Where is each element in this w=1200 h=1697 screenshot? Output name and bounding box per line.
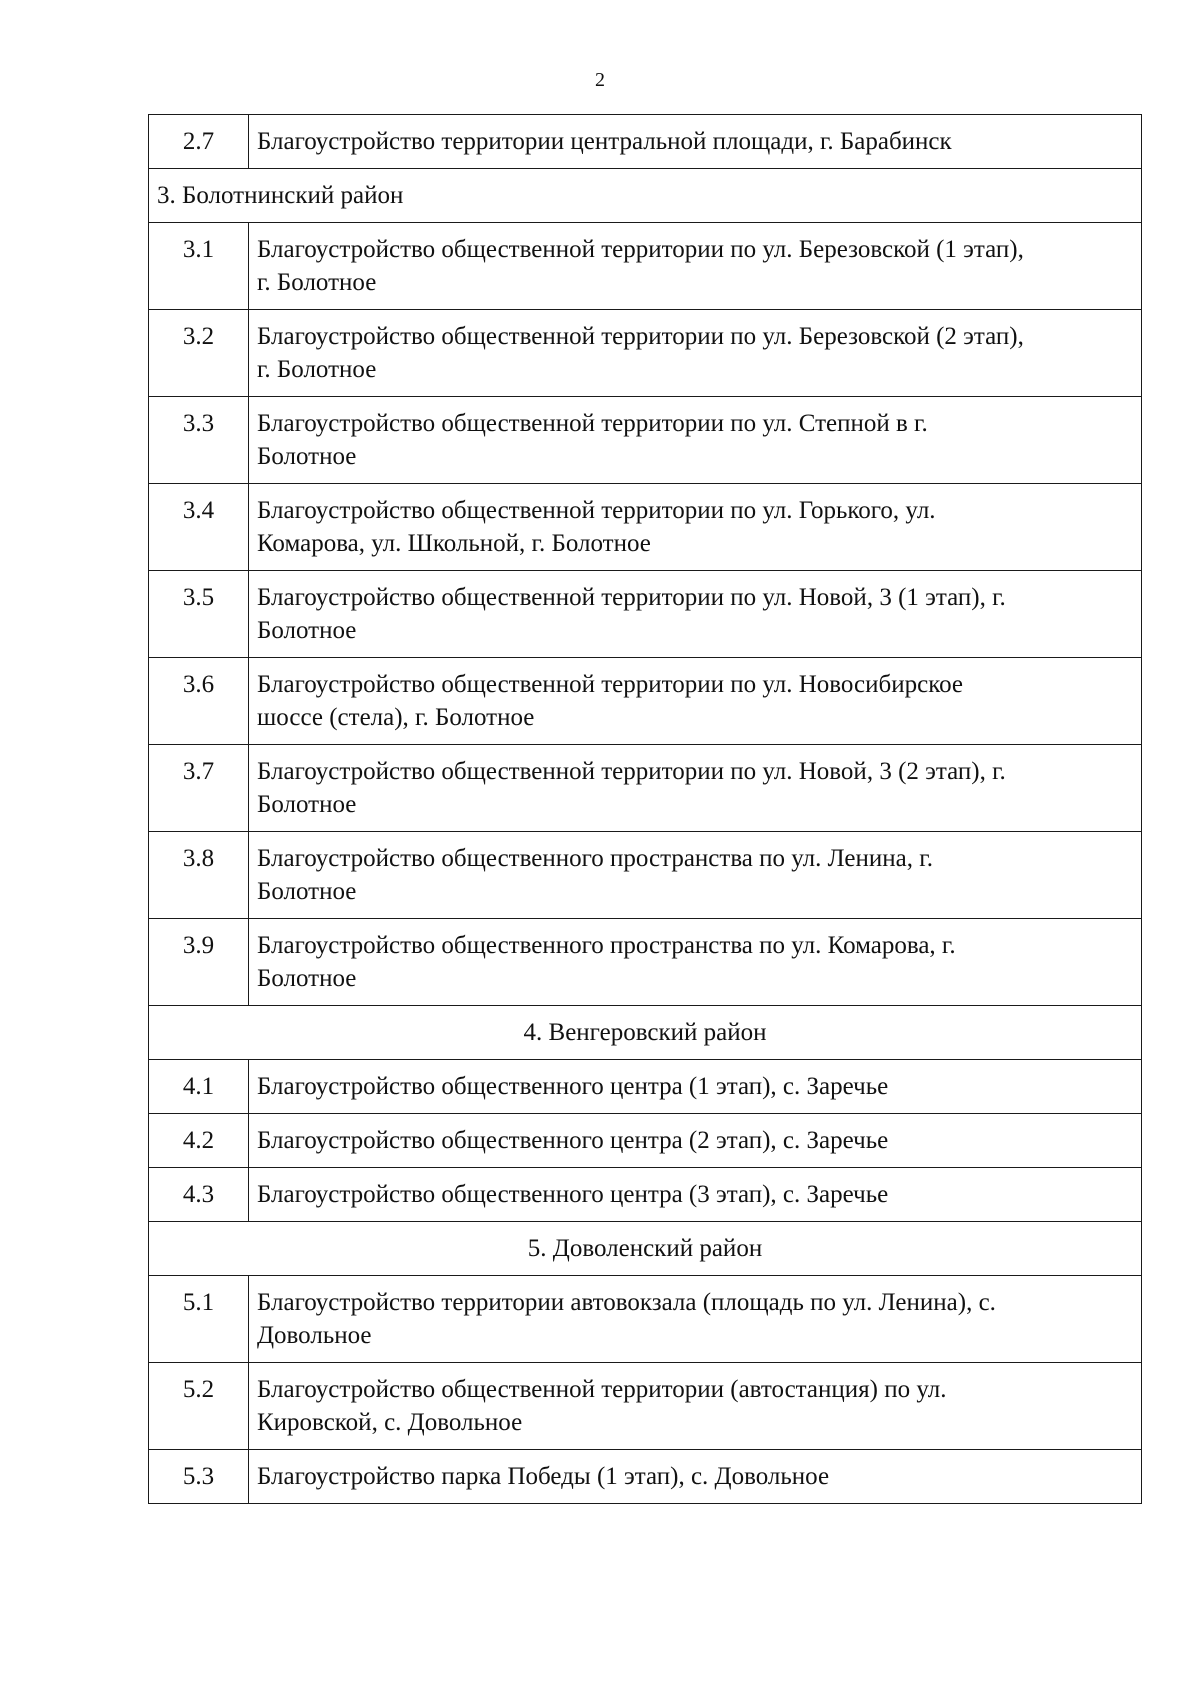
item-description-line: Болотное: [257, 791, 357, 818]
item-number: 5.2: [149, 1363, 249, 1450]
item-description-line: Благоустройство территории центральной площади, г. Барабинск: [257, 128, 952, 155]
table-row: [149, 223, 1142, 310]
item-description: [249, 484, 1142, 571]
section-title: 3. Болотнинский район: [149, 169, 1142, 223]
item-description-line: Комарова, ул. Школьной, г. Болотное: [257, 530, 651, 557]
table-body: [149, 115, 1142, 1504]
item-description-line: г. Болотное: [257, 269, 377, 296]
item-description: [249, 745, 1142, 832]
item-description-line: шоссе (стела), г. Болотное: [257, 704, 535, 731]
table-row: [149, 1114, 1142, 1168]
item-number: 3.5: [149, 571, 249, 658]
page-number: 2: [595, 69, 605, 91]
item-description-line: Благоустройство общественной территории по ул. Березовской (1 этап),: [257, 236, 1024, 263]
table-row: [149, 658, 1142, 745]
territory-list-table: [148, 114, 1142, 1504]
table-row: [149, 115, 1142, 169]
section-header-row: [149, 1222, 1142, 1276]
item-description-line: Благоустройство общественной территории по ул. Новой, 3 (2 этап), г.: [257, 758, 1006, 785]
item-number: 3.9: [149, 919, 249, 1006]
item-description: [249, 1450, 1142, 1504]
item-description: [249, 1114, 1142, 1168]
section-header-row: [149, 1006, 1142, 1060]
item-description-line: Благоустройство общественного центра (1 этап), с. Заречье: [257, 1073, 889, 1100]
item-number: 3.4: [149, 484, 249, 571]
item-description: [249, 1276, 1142, 1363]
item-description: [249, 115, 1142, 169]
table-row: [149, 397, 1142, 484]
table-row: [149, 1060, 1142, 1114]
table-row: [149, 1363, 1142, 1450]
table-row: [149, 1168, 1142, 1222]
item-description-line: Благоустройство парка Победы (1 этап), с. Довольное: [257, 1463, 830, 1490]
item-description: [249, 658, 1142, 745]
item-description-line: Благоустройство общественной территории по ул. Степной в г.: [257, 410, 928, 437]
item-description-line: Благоустройство общественного пространства по ул. Ленина, г.: [257, 845, 933, 872]
item-description-line: Довольное: [257, 1322, 372, 1349]
item-description: [249, 223, 1142, 310]
item-description-line: г. Болотное: [257, 356, 377, 383]
table-row: [149, 832, 1142, 919]
table-row: [149, 1276, 1142, 1363]
item-number: 5.1: [149, 1276, 249, 1363]
section-title: 5. Доволенский район: [149, 1222, 1142, 1276]
item-number: 3.3: [149, 397, 249, 484]
item-description-line: Благоустройство общественной территории (автостанция) по ул.: [257, 1376, 947, 1403]
item-description-line: Благоустройство общественного центра (2 этап), с. Заречье: [257, 1127, 889, 1154]
table-row: [149, 571, 1142, 658]
item-number: 4.3: [149, 1168, 249, 1222]
table-row: [149, 310, 1142, 397]
item-description-line: Благоустройство общественной территории по ул. Новой, 3 (1 этап), г.: [257, 584, 1006, 611]
item-description-line: Болотное: [257, 878, 357, 905]
item-description-line: Благоустройство общественной территории по ул. Березовской (2 этап),: [257, 323, 1024, 350]
table-row: [149, 745, 1142, 832]
section-title: 4. Венгеровский район: [149, 1006, 1142, 1060]
item-description-line: Болотное: [257, 617, 357, 644]
item-description: [249, 571, 1142, 658]
item-number: 3.8: [149, 832, 249, 919]
item-number: 4.1: [149, 1060, 249, 1114]
table-row: [149, 1450, 1142, 1504]
item-description-line: Болотное: [257, 443, 357, 470]
item-description: [249, 1168, 1142, 1222]
item-description: [249, 310, 1142, 397]
item-description-line: Болотное: [257, 965, 357, 992]
item-number: 5.3: [149, 1450, 249, 1504]
item-description-line: Благоустройство территории автовокзала (площадь по ул. Ленина), с.: [257, 1289, 996, 1316]
item-number: 3.1: [149, 223, 249, 310]
item-description-line: Благоустройство общественной территории по ул. Новосибирское: [257, 671, 964, 698]
section-header-row: [149, 169, 1142, 223]
table-row: [149, 919, 1142, 1006]
item-description-line: Благоустройство общественного центра (3 этап), с. Заречье: [257, 1181, 889, 1208]
item-description: [249, 919, 1142, 1006]
item-number: 3.6: [149, 658, 249, 745]
item-description: [249, 1060, 1142, 1114]
item-number: 3.7: [149, 745, 249, 832]
item-number: 3.2: [149, 310, 249, 397]
item-number: 2.7: [149, 115, 249, 169]
item-description: [249, 1363, 1142, 1450]
item-description-line: Кировской, с. Довольное: [257, 1409, 523, 1436]
item-description-line: Благоустройство общественной территории по ул. Горького, ул.: [257, 497, 936, 524]
item-description: [249, 397, 1142, 484]
table-row: [149, 484, 1142, 571]
item-description: [249, 832, 1142, 919]
item-number: 4.2: [149, 1114, 249, 1168]
item-description-line: Благоустройство общественного пространства по ул. Комарова, г.: [257, 932, 956, 959]
